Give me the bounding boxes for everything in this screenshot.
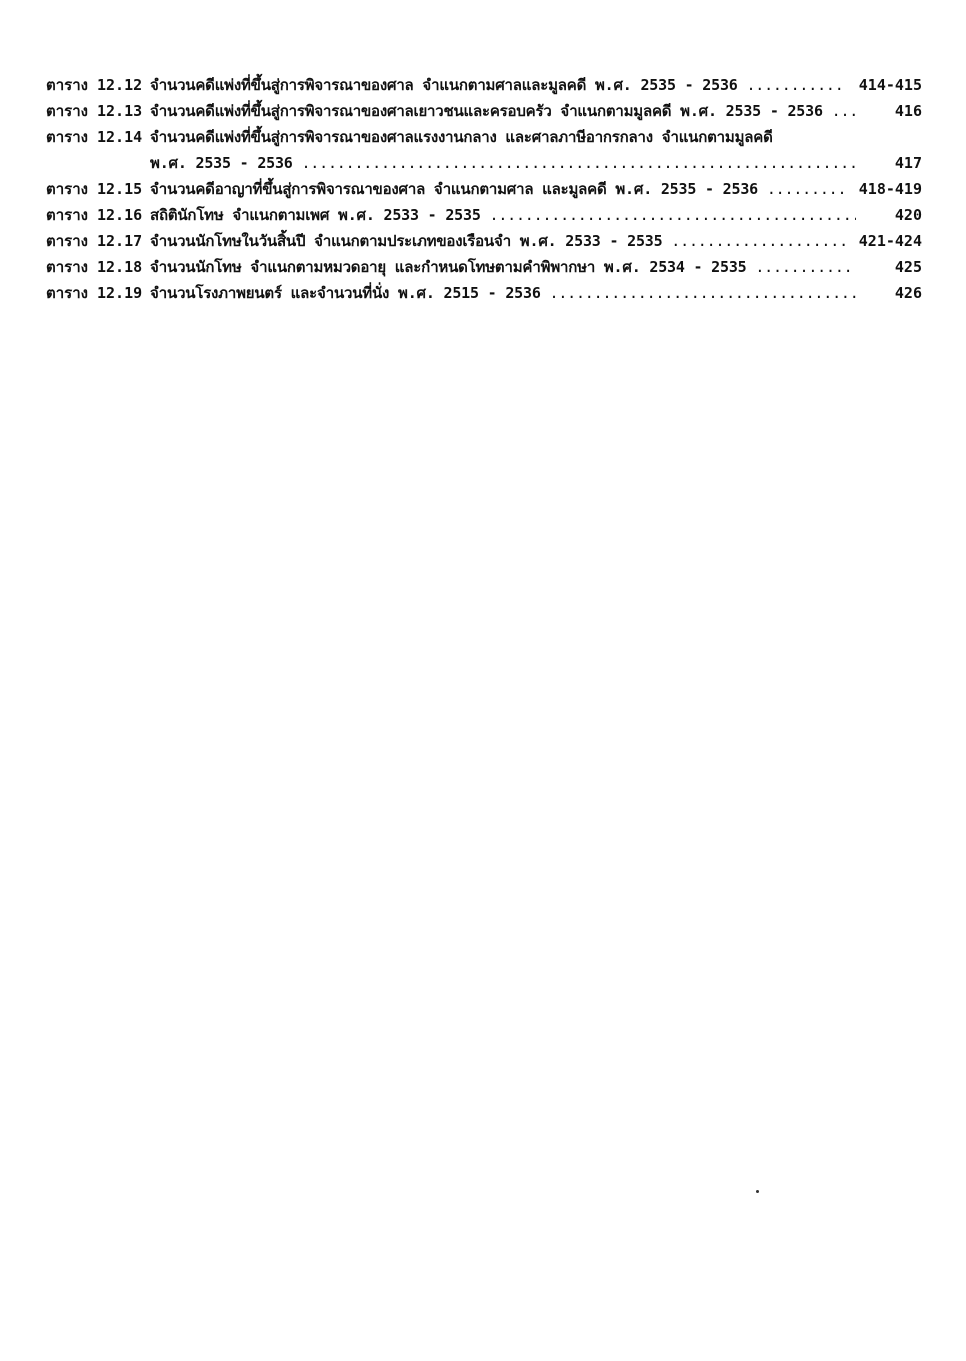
table-title: จำนวนโรงภาพยนตร์ และจำนวนที่นั่ง พ.ศ. 2515 - 2536 ..... bbox=[150, 280, 856, 306]
page-number: 418-419 bbox=[858, 180, 922, 198]
table-number: ตาราง 12.13 bbox=[46, 102, 143, 120]
table-number: ตาราง 12.17 bbox=[46, 232, 143, 250]
toc-entry bbox=[46, 228, 922, 254]
toc-entry bbox=[46, 202, 922, 228]
table-title: จำนวนคดีแพ่งที่ขึ้นสู่การพิจารณาของศาลแรงงานกลาง และศาลภาษีอากรกลาง จำแนกตามมูลคดี bbox=[150, 128, 773, 146]
table-number: ตาราง 12.18 bbox=[46, 258, 143, 276]
toc-entry bbox=[46, 176, 922, 202]
table-title-continuation: พ.ศ. 2535 - 2536 ..... bbox=[150, 150, 856, 176]
table-title: จำนวนคดีแพ่งที่ขึ้นสู่การพิจารณาของศาล จำแนกตามศาลและมูลคดี พ.ศ. 2535 - 2536 ..... bbox=[150, 72, 845, 98]
toc-entry bbox=[46, 124, 922, 150]
page-number: 416 bbox=[894, 102, 922, 120]
page-number: 420 bbox=[894, 206, 922, 224]
table-of-contents bbox=[46, 72, 922, 306]
table-number: ตาราง 12.12 bbox=[46, 76, 143, 94]
table-number: ตาราง 12.15 bbox=[46, 180, 143, 198]
table-title: จำนวนคดีแพ่งที่ขึ้นสู่การพิจารณาของศาลเยาวชนและครอบครัว จำแนกตามมูลคดี พ.ศ. 2535 - 2536 ..... bbox=[150, 98, 856, 124]
scan-speck bbox=[756, 1190, 759, 1193]
page-number: 425 bbox=[894, 258, 922, 276]
table-title: สถิตินักโทษ จำแนกตามเพศ พ.ศ. 2533 - 2535 ..... bbox=[150, 202, 856, 228]
toc-entry bbox=[46, 254, 922, 280]
toc-entry bbox=[46, 280, 922, 306]
page-number: 414-415 bbox=[858, 76, 922, 94]
toc-entry bbox=[46, 72, 922, 98]
table-number: ตาราง 12.16 bbox=[46, 206, 143, 224]
page-number: 426 bbox=[894, 284, 922, 302]
page-number: 421-424 bbox=[858, 232, 922, 250]
toc-entry bbox=[46, 98, 922, 124]
toc-entry-continuation bbox=[46, 150, 922, 176]
table-number: ตาราง 12.14 bbox=[46, 128, 143, 146]
page-number: 417 bbox=[894, 154, 922, 172]
table-title: จำนวนนักโทษในวันสิ้นปี จำแนกตามประเภทของเรือนจำ พ.ศ. 2533 - 2535 ..... bbox=[150, 228, 845, 254]
table-title: จำนวนนักโทษ จำแนกตามหมวดอายุ และกำหนดโทษตามคำพิพากษา พ.ศ. 2534 - 2535 ..... bbox=[150, 254, 856, 280]
table-number: ตาราง 12.19 bbox=[46, 284, 143, 302]
table-title: จำนวนคดีอาญาที่ขึ้นสู่การพิจารณาของศาล จำแนกตามศาล และมูลคดี พ.ศ. 2535 - 2536 ..... bbox=[150, 176, 845, 202]
